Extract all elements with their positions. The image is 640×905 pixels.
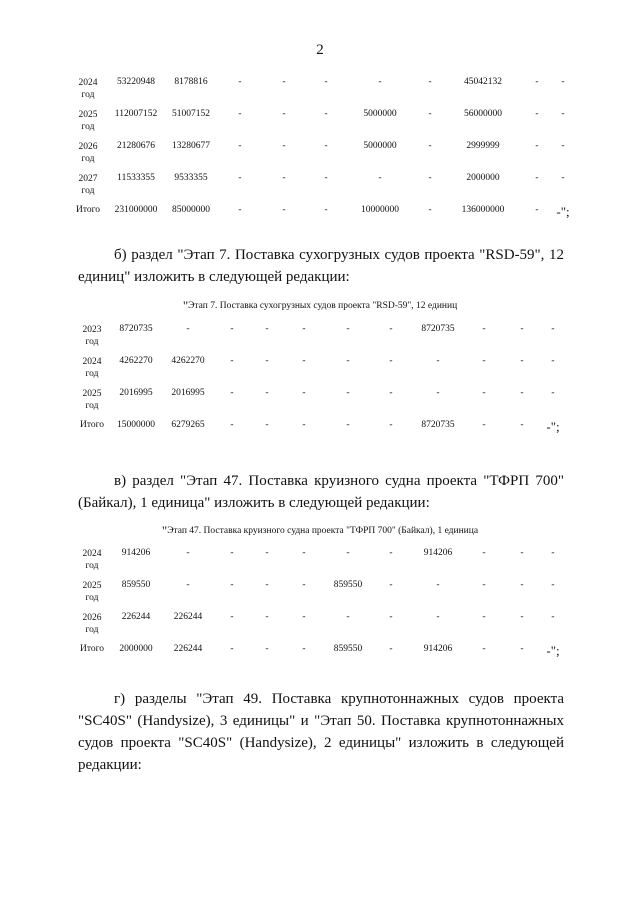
- table-cell: 859550: [333, 580, 363, 590]
- total-cell: -: [428, 205, 432, 215]
- table-cell: -: [324, 109, 328, 119]
- table-cell: -: [482, 548, 486, 558]
- total-cell: -: [238, 205, 242, 215]
- year-cell: [74, 324, 110, 356]
- table-cell: 8720735: [421, 324, 455, 334]
- table-cell: -: [230, 324, 234, 334]
- table-cell: 2016995: [119, 388, 153, 398]
- table-cell: -: [389, 580, 393, 590]
- table-cell: -: [551, 388, 555, 398]
- total-cell: -: [520, 644, 524, 654]
- total-cell: -: [302, 644, 306, 654]
- table-cell: -: [324, 173, 328, 183]
- table-cell: -: [346, 324, 350, 334]
- table-cell: -: [186, 324, 190, 334]
- total-cell: -: [389, 644, 393, 654]
- table-cell: -: [561, 141, 565, 151]
- total-cell: -: [265, 420, 269, 430]
- total-label: Итого: [79, 420, 105, 430]
- paragraph-v: в) раздел "Этап 47. Поставка круизного судна проекта "ТФРП 700" (Байкал), 1 единица" изложить в следующей редакции:: [78, 473, 564, 511]
- total-cell: -: [482, 420, 486, 430]
- total-cell: 15000000: [117, 420, 155, 430]
- year-value: 2025: [82, 389, 102, 399]
- total-cell: -";: [546, 419, 560, 434]
- table-cell: -: [520, 548, 524, 558]
- table-cell: -: [186, 548, 190, 558]
- stage-table-1: [70, 77, 570, 237]
- table-row: [74, 612, 564, 644]
- table-cell: -: [346, 388, 350, 398]
- table-cell: -: [302, 612, 306, 622]
- table-cell: -: [436, 612, 440, 622]
- total-cell: -: [389, 420, 393, 430]
- total-cell: -: [265, 644, 269, 654]
- table-cell: 226244: [121, 612, 151, 622]
- year-unit: год: [81, 154, 95, 164]
- table-cell: -: [302, 388, 306, 398]
- table-cell: -: [238, 173, 242, 183]
- table-cell: 4262270: [171, 356, 205, 366]
- table-cell: -: [520, 356, 524, 366]
- table-cell: 914206: [121, 548, 151, 558]
- table-cell: 112007152: [114, 109, 158, 119]
- year-unit: год: [81, 90, 95, 100]
- table-cell: -: [282, 173, 286, 183]
- year-unit: год: [85, 593, 99, 603]
- year-value: 2026: [78, 142, 98, 152]
- table-cell: -: [561, 173, 565, 183]
- year-cell: [74, 580, 110, 612]
- total-cell: -: [535, 205, 539, 215]
- year-value: 2024: [82, 357, 102, 367]
- year-cell: [74, 548, 110, 580]
- table-cell: 45042132: [464, 77, 502, 87]
- paragraph-g: г) разделы "Этап 49. Поставка крупнотоннажных судов проекта "SC40S" (Handysize), 3 единицы" и "Этап 50. Поставка крупнотоннажных судов проекта "SC40S" (Handysize), 2 единицы" изложить в следующей редакции:: [78, 691, 564, 773]
- total-cell: 6279265: [171, 420, 205, 430]
- table-caption-b: "Этап 7. Поставка сухогрузных судов проекта "RSD-59", 12 единиц: [182, 298, 458, 313]
- year-value: 2023: [82, 325, 102, 335]
- table-cell: -: [378, 173, 382, 183]
- table-cell: 2016995: [171, 388, 205, 398]
- table-cell: -: [482, 580, 486, 590]
- total-cell: 914206: [423, 644, 453, 654]
- table-cell: -: [238, 109, 242, 119]
- table-cell: -: [389, 612, 393, 622]
- table-cell: 53220948: [117, 77, 155, 87]
- year-unit: год: [85, 369, 99, 379]
- table-cell: 51007152: [172, 109, 210, 119]
- total-cell: 226244: [173, 644, 203, 654]
- table-cell: -: [535, 141, 539, 151]
- table-cell: 226244: [173, 612, 203, 622]
- table-cell: -: [230, 548, 234, 558]
- table-cell: -: [230, 612, 234, 622]
- table-cell: -: [561, 109, 565, 119]
- table-cell: -: [482, 612, 486, 622]
- table-cell: -: [428, 77, 432, 87]
- total-cell: -";: [546, 643, 560, 658]
- year-cell: [70, 173, 106, 205]
- table-row: [74, 388, 564, 420]
- total-cell: -: [482, 644, 486, 654]
- table-cell: -: [346, 548, 350, 558]
- year-unit: год: [85, 337, 99, 347]
- table-cell: -: [535, 109, 539, 119]
- table-cell: -: [428, 173, 432, 183]
- total-cell: -: [302, 420, 306, 430]
- year-cell: [74, 388, 110, 420]
- year-cell: [70, 77, 106, 109]
- table-cell: -: [265, 612, 269, 622]
- table-cell: -: [520, 388, 524, 398]
- table-cell: -: [389, 548, 393, 558]
- year-value: 2024: [82, 549, 102, 559]
- total-label: Итого: [75, 205, 101, 215]
- table-row: [70, 77, 570, 109]
- table-cell: -: [389, 324, 393, 334]
- table-caption-v: "Этап 47. Поставка круизного судна проекта "ТФРП 700" (Байкал), 1 единица: [161, 523, 479, 538]
- year-cell: [74, 356, 110, 388]
- table-cell: -: [482, 356, 486, 366]
- stage-table-7: [74, 324, 564, 452]
- stage-table-47: [74, 548, 564, 676]
- paragraph-b: б) раздел "Этап 7. Поставка сухогрузных судов проекта "RSD-59", 12 единиц" изложить в следующей редакции:: [78, 247, 564, 285]
- table-cell: -: [520, 612, 524, 622]
- table-row: [70, 109, 570, 141]
- total-cell: -: [346, 420, 350, 430]
- table-cell: 13280677: [172, 141, 210, 151]
- table-cell: -: [436, 580, 440, 590]
- table-cell: 21280676: [117, 141, 155, 151]
- table-cell: 9533355: [174, 173, 208, 183]
- total-label: Итого: [79, 644, 105, 654]
- table-cell: 914206: [423, 548, 453, 558]
- year-unit: год: [85, 401, 99, 411]
- total-cell: -";: [556, 204, 570, 219]
- table-cell: -: [302, 548, 306, 558]
- page-number: 2: [316, 42, 324, 58]
- table-cell: 2999999: [466, 141, 500, 151]
- table-row: [70, 173, 570, 205]
- table-cell: 56000000: [464, 109, 502, 119]
- table-cell: -: [428, 141, 432, 151]
- total-cell: -: [230, 644, 234, 654]
- total-cell: 10000000: [361, 205, 399, 215]
- table-row: [74, 356, 564, 388]
- table-cell: -: [551, 612, 555, 622]
- table-cell: -: [282, 77, 286, 87]
- table-cell: -: [230, 388, 234, 398]
- table-row: [74, 580, 564, 612]
- table-cell: -: [186, 580, 190, 590]
- total-cell: 2000000: [119, 644, 153, 654]
- table-cell: -: [230, 356, 234, 366]
- table-cell: -: [302, 324, 306, 334]
- table-cell: -: [551, 356, 555, 366]
- table-cell: -: [324, 141, 328, 151]
- table-cell: -: [482, 324, 486, 334]
- table-cell: -: [302, 356, 306, 366]
- table-cell: -: [265, 356, 269, 366]
- table-cell: -: [535, 173, 539, 183]
- total-cell: 8720735: [421, 420, 455, 430]
- table-row: [70, 141, 570, 173]
- table-cell: -: [346, 612, 350, 622]
- table-cell: -: [520, 324, 524, 334]
- total-row: [70, 205, 570, 237]
- table-cell: -: [238, 77, 242, 87]
- year-value: 2027: [78, 174, 98, 184]
- total-cell: 859550: [333, 644, 363, 654]
- year-cell: [74, 612, 110, 644]
- table-cell: 8720735: [119, 324, 153, 334]
- year-unit: год: [81, 122, 95, 132]
- table-cell: 2000000: [466, 173, 500, 183]
- table-cell: -: [389, 356, 393, 366]
- total-row: [74, 420, 564, 452]
- table-cell: -: [551, 548, 555, 558]
- table-cell: -: [389, 388, 393, 398]
- table-cell: 5000000: [363, 109, 397, 119]
- total-cell: -: [520, 420, 524, 430]
- table-cell: -: [436, 388, 440, 398]
- table-cell: -: [282, 109, 286, 119]
- total-cell: 231000000: [114, 205, 158, 215]
- table-cell: -: [520, 580, 524, 590]
- table-cell: -: [551, 324, 555, 334]
- total-cell: -: [324, 205, 328, 215]
- total-cell: -: [282, 205, 286, 215]
- year-cell: [70, 109, 106, 141]
- table-cell: -: [561, 77, 565, 87]
- total-cell: -: [230, 420, 234, 430]
- table-cell: -: [230, 580, 234, 590]
- table-cell: 8178816: [174, 77, 208, 87]
- table-cell: -: [436, 356, 440, 366]
- year-unit: год: [81, 186, 95, 196]
- total-cell: 136000000: [461, 205, 505, 215]
- table-cell: -: [535, 77, 539, 87]
- table-cell: -: [324, 77, 328, 87]
- table-cell: 859550: [121, 580, 151, 590]
- year-unit: год: [85, 625, 99, 635]
- table-cell: -: [238, 141, 242, 151]
- year-value: 2026: [82, 613, 102, 623]
- table-cell: -: [551, 580, 555, 590]
- table-cell: -: [265, 324, 269, 334]
- table-cell: -: [302, 580, 306, 590]
- table-cell: -: [265, 548, 269, 558]
- table-cell: 4262270: [119, 356, 153, 366]
- table-cell: -: [346, 356, 350, 366]
- table-cell: -: [428, 109, 432, 119]
- table-row: [74, 324, 564, 356]
- table-cell: -: [378, 77, 382, 87]
- total-cell: 85000000: [172, 205, 210, 215]
- year-value: 2025: [82, 581, 102, 591]
- table-row: [74, 548, 564, 580]
- table-cell: -: [482, 388, 486, 398]
- year-value: 2025: [78, 110, 98, 120]
- year-cell: [70, 141, 106, 173]
- year-unit: год: [85, 561, 99, 571]
- table-cell: -: [265, 580, 269, 590]
- table-cell: 11533355: [117, 173, 155, 183]
- table-cell: 5000000: [363, 141, 397, 151]
- table-cell: -: [282, 141, 286, 151]
- year-value: 2024: [78, 78, 98, 88]
- table-cell: -: [265, 388, 269, 398]
- total-row: [74, 644, 564, 676]
